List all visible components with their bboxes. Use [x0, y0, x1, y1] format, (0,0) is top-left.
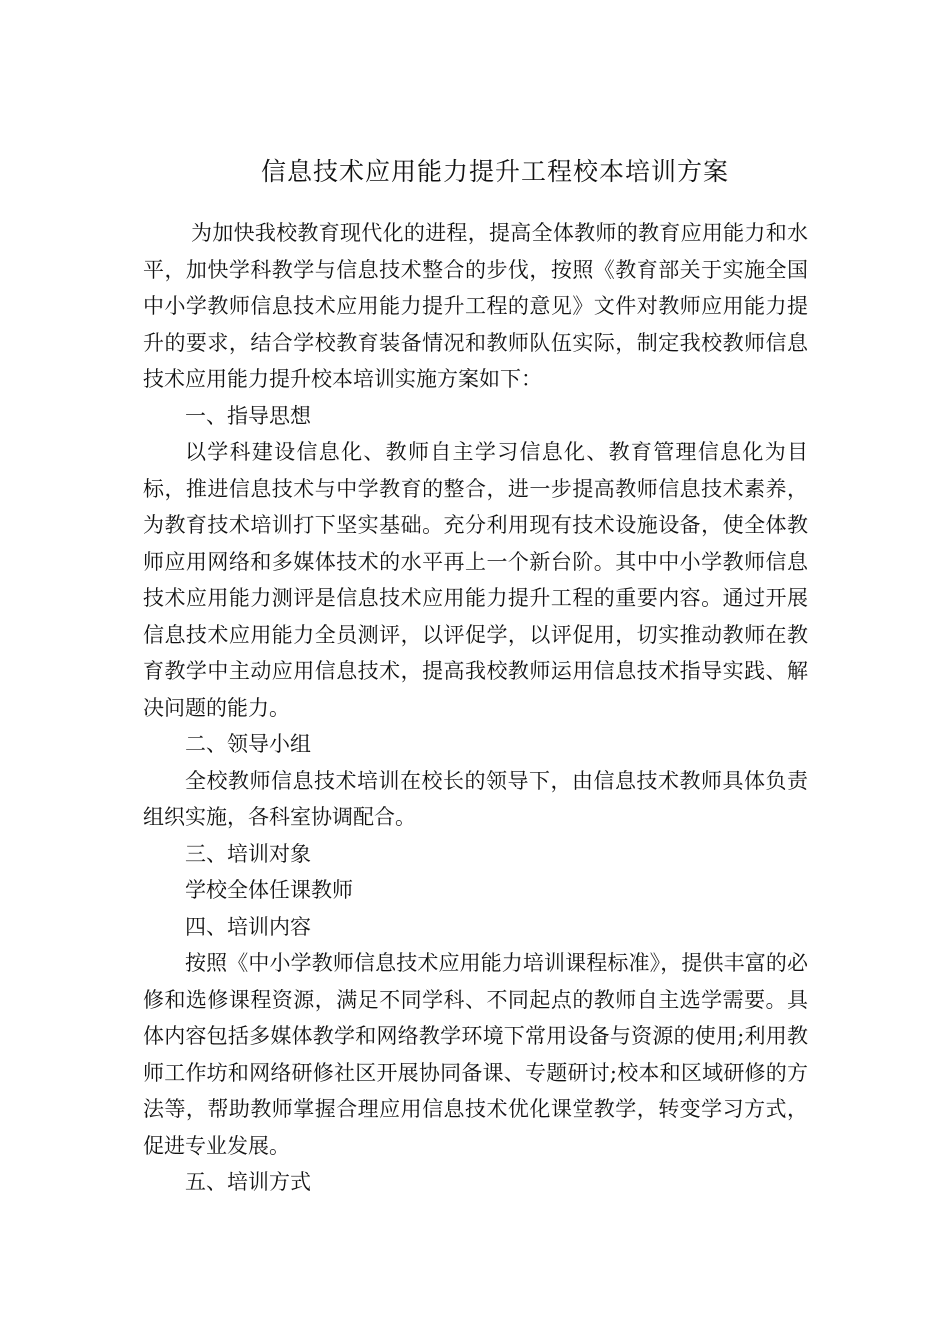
training-target-paragraph: 学校全体任课教师: [185, 878, 353, 902]
section-heading-training-content: 四、培训内容: [185, 914, 311, 939]
section-heading-leadership-group: 二、领导小组: [185, 732, 311, 756]
leadership-group-paragraph: 全校教师信息技术培训在校长的领导下，由信息技术教师具体负责组织实施，各科室协调配合。: [143, 768, 808, 829]
document-body: [143, 215, 808, 1201]
section-heading-training-target: 三、培训对象: [185, 841, 311, 866]
section-heading-guiding-ideology: 一、指导思想: [185, 403, 311, 428]
guiding-ideology-paragraph: 以学科建设信息化、教师自主学习信息化、教育管理信息化为目标，推进信息技术与中学教育的整合，进一步提高教师信息技术素养，为教育技术培训打下坚实基础。充分利用现有技术设施设备，使全体教师应用网络和多媒体技术的水平再上一个新台阶。其中中小学教师信息技术应用能力测评是信息技术应用能力提升工程的重要内容。通过开展信息技术应用能力全员测评，以评促学，以评促用，切实推动教师在教育教学中主动应用信息技术，提高我校教师运用信息技术指导实践、解决问题的能力。: [143, 440, 808, 720]
section-heading-training-method: 五、培训方式: [185, 1170, 311, 1194]
training-content-paragraph: 按照《中小学教师信息技术应用能力培训课程标准》，提供丰富的必修和选修课程资源，满足不同学科、不同起点的教师自主选学需要。具体内容包括多媒体教学和网络教学环境下常用设备与资源的使用;利用教师工作坊和网络研修社区开展协同备课、专题研讨;校本和区域研修的方法等，帮助教师掌握合理应用信息技术优化课堂教学，转变学习方式，促进专业发展。: [143, 951, 808, 1158]
intro-paragraph: 为加快我校教育现代化的进程，提高全体教师的教育应用能力和水平，加快学科教学与信息技术整合的步伐，按照《教育部关于实施全国中小学教师信息技术应用能力提升工程的意见》文件对教师应用能力提升的要求，结合学校教育装备情况和教师队伍实际，制定我校教师信息技术应用能力提升校本培训实施方案如下：: [143, 221, 808, 391]
document-title: 信息技术应用能力提升工程校本培训方案: [260, 157, 729, 186]
